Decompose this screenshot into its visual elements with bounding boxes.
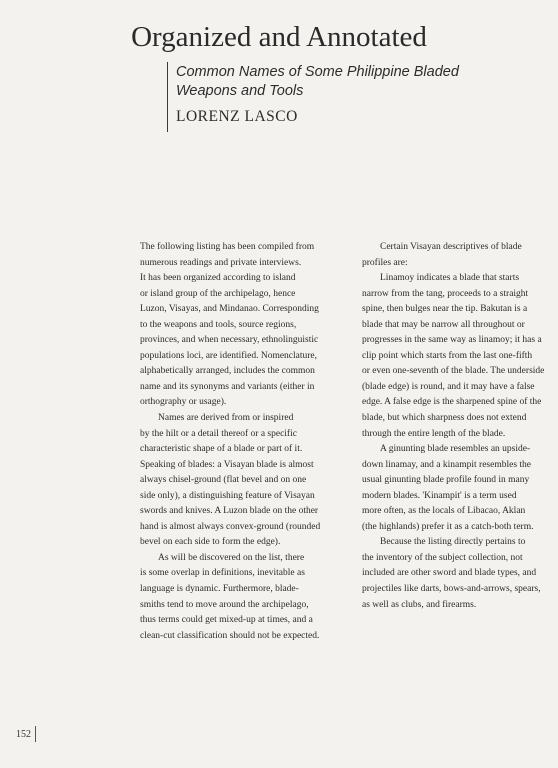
- text-line: Linamoy indicates a blade that starts: [380, 273, 520, 284]
- text-line: characteristic shape of a blade or part of it.: [140, 444, 303, 455]
- text-line: the inventory of the subject collection, not: [362, 552, 523, 563]
- paragraph: [140, 551, 340, 644]
- text-line: alphabetically arranged, includes the common: [140, 366, 315, 377]
- text-line: name and its synonyms and variants (either in: [140, 381, 315, 392]
- paragraph: [140, 411, 340, 551]
- text-line: (the highlands) prefer it as a catch-both term.: [362, 521, 534, 532]
- text-line: numerous readings and private interviews.: [140, 257, 302, 268]
- text-line: progresses in the same way as linamoy; it has a: [362, 335, 542, 346]
- paragraph: [362, 442, 558, 535]
- text-line: blade that may be narrow all throughout or: [362, 319, 525, 330]
- text-line: spine, then bulges near the tip. Bakutan is a: [362, 304, 528, 315]
- text-line: profiles are:: [362, 257, 408, 268]
- text-line: hand is almost always convex-ground (rounded: [140, 521, 321, 532]
- article-subtitle-line-1: Common Names of Some Philippine Bladed: [176, 64, 459, 80]
- text-line: clean-cut classification should not be expected.: [140, 630, 320, 641]
- text-line: Because the listing directly pertains to: [380, 537, 526, 548]
- text-line: A ginunting blade resembles an upside-: [380, 444, 531, 455]
- text-line: Speaking of blades: a Visayan blade is almost: [140, 459, 314, 470]
- text-line: edge. A false edge is the sharpened spine of the: [362, 397, 542, 408]
- page-number-divider: [35, 726, 36, 742]
- text-line: side only), a distinguishing feature of Visayan: [140, 490, 315, 501]
- paragraph: [362, 240, 558, 271]
- text-line: by the hilt or a detail thereof or a specific: [140, 428, 297, 439]
- text-line: always chisel-ground (flat bevel and on one: [140, 475, 307, 486]
- article-subtitle-line-2: Weapons and Tools: [176, 83, 304, 99]
- text-line: provinces, and when necessary, ethnolinguistic: [140, 335, 319, 346]
- text-line: Luzon, Visayas, and Mindanao. Corresponding: [140, 304, 319, 315]
- text-line: Certain Visayan descriptives of blade: [380, 242, 522, 252]
- text-line: projectiles like darts, bows-and-arrows, spears,: [362, 584, 541, 595]
- header-block: [167, 62, 459, 132]
- right-text-column: [362, 240, 558, 613]
- text-line: modern blades. 'Kinampit' is a term used: [362, 490, 517, 501]
- text-line: is some overlap in definitions, inevitable as: [140, 568, 305, 579]
- left-text-column: [140, 240, 340, 644]
- text-line: As will be discovered on the list, there: [158, 552, 305, 563]
- text-line: or island group of the archipelago, hence: [140, 288, 296, 299]
- paragraph: [362, 535, 558, 613]
- text-line: orthography or usage).: [140, 397, 227, 408]
- text-line: It has been organized according to island: [140, 273, 296, 284]
- text-line: narrow from the tang, proceeds to a straight: [362, 288, 529, 299]
- text-line: populations loci, are identified. Nomenclature,: [140, 350, 318, 361]
- text-line: or even one-seventh of the blade. The underside: [362, 366, 545, 377]
- text-line: through the entire length of the blade.: [362, 428, 506, 439]
- text-line: Names are derived from or inspired: [158, 413, 294, 424]
- text-line: down linamay, and a kinampit resembles the: [362, 459, 532, 470]
- text-line: as well as clubs, and firearms.: [362, 599, 477, 610]
- text-line: included are other sword and blade types, and: [362, 568, 537, 579]
- text-line: The following listing has been compiled from: [140, 242, 315, 252]
- text-line: language is dynamic. Furthermore, blade-: [140, 584, 299, 595]
- text-line: swords and knives. A Luzon blade on the other: [140, 506, 319, 517]
- text-line: smiths tend to move around the archipelago,: [140, 599, 309, 610]
- text-line: clip point which starts from the last one-fifth: [362, 350, 533, 361]
- text-line: to the weapons and tools, source regions,: [140, 319, 297, 330]
- text-line: blade, but which sharpness does not extend: [362, 413, 527, 424]
- article-author: LORENZ LASCO: [176, 108, 298, 125]
- paragraph: [362, 271, 558, 442]
- text-line: more often, as the locals of Libacao, Aklan: [362, 506, 526, 517]
- paragraph: [140, 240, 340, 411]
- text-line: thus terms could get mixed-up at times, and a: [140, 615, 313, 626]
- text-line: bevel on each side to form the edge).: [140, 537, 281, 548]
- text-line: (blade edge) is round, and it may have a false: [362, 381, 535, 392]
- article-title: Organized and Annotated: [131, 21, 427, 53]
- page-number: 152: [16, 729, 31, 740]
- text-line: usual ginunting blade profile found in many: [362, 475, 530, 486]
